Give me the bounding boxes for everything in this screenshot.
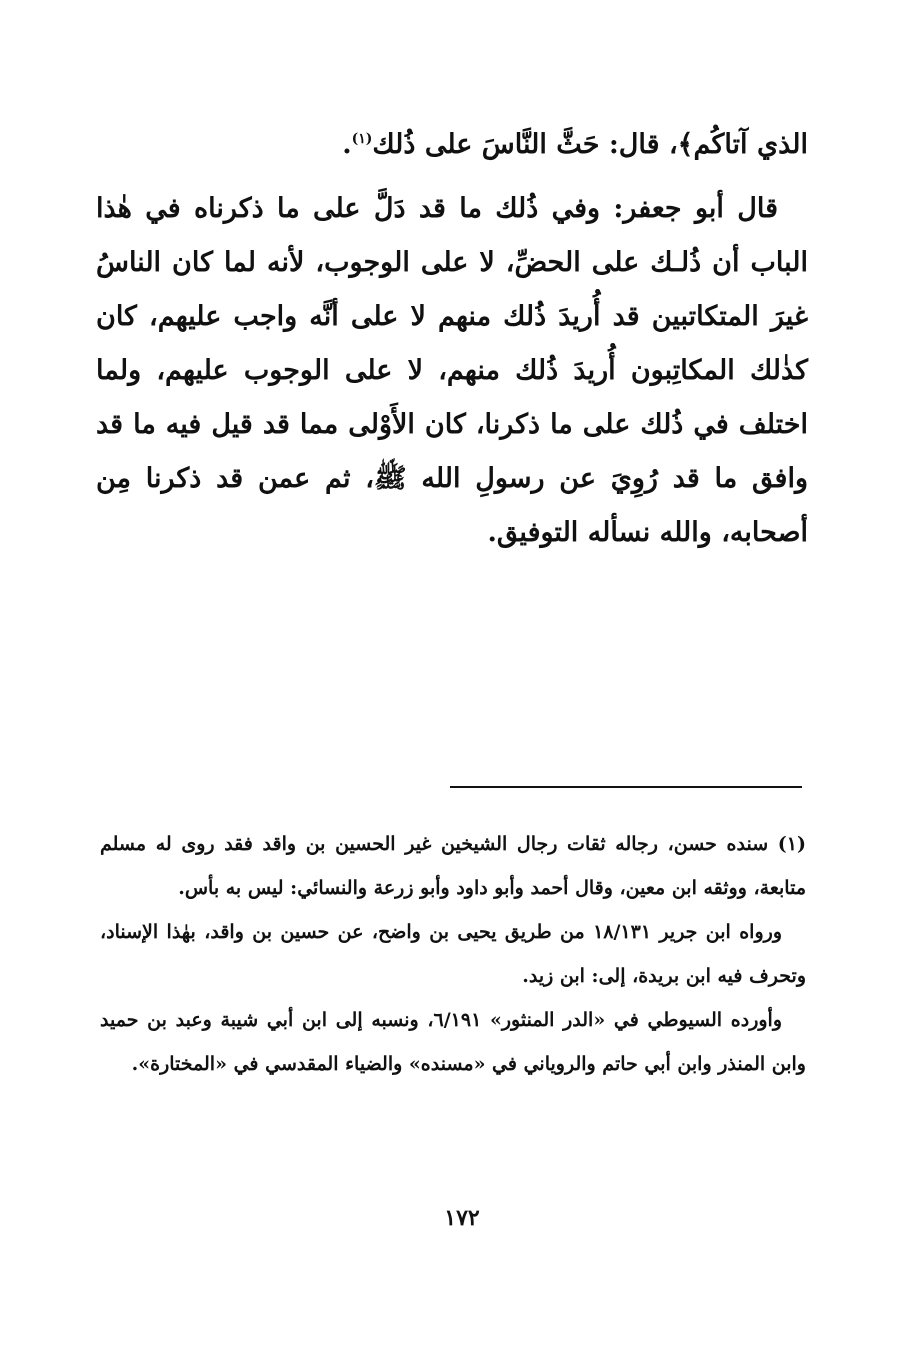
footnote-3: وأورده السيوطي في «الدر المنثور» ٦/١٩١، ونسبه إلى ابن أبي شيبة وعبد بن حميد وابن المنذر وابن أبي حاتم والروياني في «مسنده» والضياء المقدسي في «المختارة». [100,1009,806,1075]
paragraph-1-end: . [342,129,352,160]
footnote-1: (١) سنده حسن، رجاله ثقات رجال الشيخين غير الحسين بن واقد فقد روى له مسلم متابعة، ووثقه ابن معين، وقال أحمد وأبو داود وأبو زرعة والنسائي: ليس به بأس. [100,833,806,899]
footnote-reference: (١) [351,131,373,147]
paragraph-1-text: الذي آتاكُم﴾، قال: حَثَّ النَّاسَ على ذُلك [372,129,808,160]
paragraph-1 [96,118,808,172]
footnotes [100,822,806,1086]
page-number: ١٧٢ [444,1205,480,1231]
footnote-2: ورواه ابن جرير ١٨/١٣١ من طريق يحيى بن واضح، عن حسين بن واقد، بهٰذا الإسناد، وتحرف فيه ابن بريدة، إلى: ابن زيد. [100,921,806,987]
main-text [96,118,808,560]
footnote-divider [450,786,802,788]
paragraph-2: قال أبو جعفر: وفي ذُلك ما قد دَلَّ على ما ذكرناه في هٰذا الباب أن ذُلـك على الحضِّ، لا على الوجوب، لأنه لما كان الناسُ غيرَ المتكاتبين قد أُريدَ ذُلك منهم لا على أنَّه واجب عليهم، كان كذٰلك المكاتِبون أُريدَ ذُلك منهم، لا على الوجوب عليهم، ولما اختلف في ذُلك على ما ذكرنا، كان الأَوْلى مما قد قيل فيه ما قد وافق ما قد رُوِيَ عن رسولِ الله ﷺ، ثم عمن قد ذكرنا مِن أصحابه، والله نسأله التوفيق. [96,193,808,548]
